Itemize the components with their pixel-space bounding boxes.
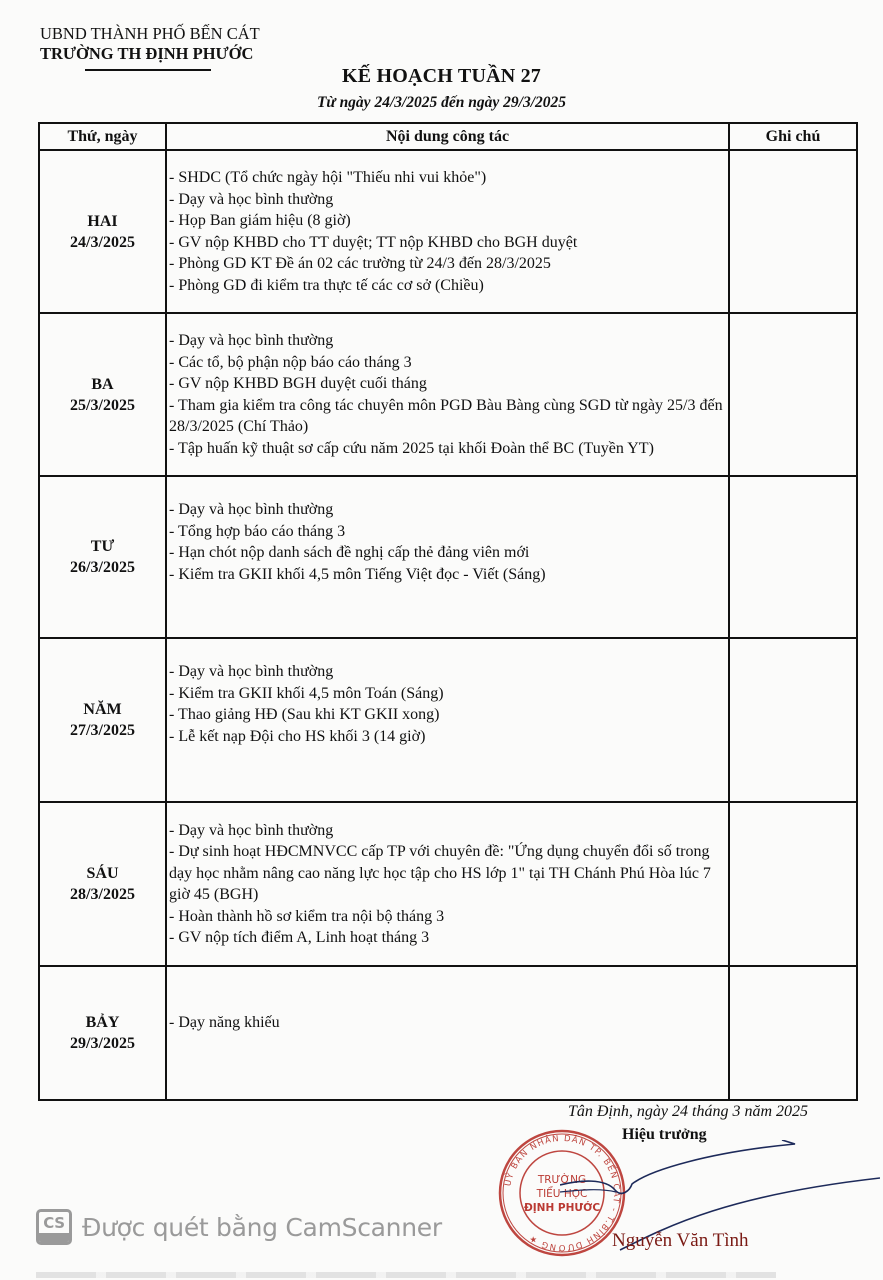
task-item: - Các tổ, bộ phận nộp báo cáo tháng 3 xyxy=(169,353,412,371)
table-header-row xyxy=(39,123,857,150)
day-cell xyxy=(39,150,166,313)
task-item: - Dạy và học bình thường xyxy=(169,501,334,518)
watermark-text: Được quét bằng CamScanner xyxy=(82,1212,442,1242)
weekday: TƯ xyxy=(90,538,115,555)
camscanner-watermark xyxy=(36,1209,442,1245)
day-cell xyxy=(39,966,166,1100)
content-cell xyxy=(166,802,729,966)
content-cell xyxy=(166,313,729,476)
content-cell xyxy=(166,966,729,1100)
date: 28/3/2025 xyxy=(70,886,135,903)
day-cell xyxy=(39,638,166,802)
weekday: BA xyxy=(91,375,114,393)
task-item: - Dạy và học bình thường xyxy=(169,190,334,208)
signer-role: Hiệu trưởng xyxy=(622,1126,707,1143)
task-item: - Dạy và học bình thường xyxy=(169,663,334,680)
task-item: - GV nộp KHBD BGH duyệt cuối tháng xyxy=(169,375,427,392)
column-header-note: Ghi chú xyxy=(729,123,857,150)
place-and-date: Tân Định, ngày 24 tháng 3 năm 2025 xyxy=(568,1103,808,1120)
column-header-content: Nội dung công tác xyxy=(166,123,729,150)
task-item: - Phòng GD KT Đề án 02 các trường từ 24/3 đến 28/3/2025 xyxy=(169,255,551,272)
scan-edge-artifact xyxy=(36,1272,776,1278)
task-item: - Phòng GD đi kiểm tra thực tế các cơ sở (Chiều) xyxy=(169,276,484,294)
signature-block xyxy=(0,1100,883,1280)
table-row xyxy=(39,476,857,638)
task-item: - Dạy và học bình thường xyxy=(169,332,334,349)
task-item: - Lễ kết nạp Đội cho HS khối 3 (14 giờ) xyxy=(169,727,426,745)
svg-text:ĐỊNH PHƯỚC: ĐỊNH PHƯỚC xyxy=(523,1202,601,1214)
weekly-plan-table xyxy=(38,122,858,1101)
content-cell xyxy=(166,476,729,638)
task-item: - Hạn chót nộp danh sách đề nghị cấp thẻ đảng viên mới xyxy=(169,544,530,561)
date: 26/3/2025 xyxy=(70,559,135,576)
date: 29/3/2025 xyxy=(70,1035,135,1052)
note-cell xyxy=(729,476,857,638)
table-row xyxy=(39,966,857,1100)
table-row xyxy=(39,150,857,313)
task-item: - Kiểm tra GKII khối 4,5 môn Tiếng Việt đọc - Viết (Sáng) xyxy=(169,565,546,583)
task-item: - GV nộp KHBD cho TT duyệt; TT nộp KHBD cho BGH duyệt xyxy=(169,233,578,251)
task-item: - SHDC (Tổ chức ngày hội "Thiếu nhi vui khỏe") xyxy=(169,169,487,186)
column-header-day: Thứ, ngày xyxy=(39,123,166,150)
day-cell xyxy=(39,313,166,476)
task-item: - Dự sinh hoạt HĐCMNVCC cấp TP với chuyên đề: "Ứng dụng chuyển đổi số trong dạy học nhằm nâng cao năng lực học tập cho HS lớp 1" tại TH Chánh Phú Hòa lúc 7 giờ 45 (BGH) xyxy=(169,843,711,903)
note-cell xyxy=(729,802,857,966)
task-item: - Kiểm tra GKII khối 4,5 môn Toán (Sáng) xyxy=(169,684,444,702)
task-item: - Dạy năng khiếu xyxy=(169,1014,280,1031)
signer-name: Nguyễn Văn Tình xyxy=(612,1230,749,1251)
table-row xyxy=(39,313,857,476)
date-range: Từ ngày 24/3/2025 đến ngày 29/3/2025 xyxy=(316,94,567,111)
svg-text:UỶ BAN NHÂN DÂN TP. BẾN CÁT -: UỶ BAN NHÂN DÂN TP. BẾN CÁT - T.BÌNH DƯƠNG ★ xyxy=(503,1133,622,1253)
task-item: - GV nộp tích điểm A, Linh hoạt tháng 3 xyxy=(169,929,430,946)
task-item: - Tập huấn kỹ thuật sơ cấp cứu năm 2025 tại khối Đoàn thể BC (Tuyền YT) xyxy=(169,439,654,457)
date: 27/3/2025 xyxy=(70,722,135,739)
svg-text:TRƯỜNG: TRƯỜNG xyxy=(537,1174,587,1186)
date: 24/3/2025 xyxy=(70,233,135,251)
note-cell xyxy=(729,638,857,802)
school-name: TRƯỜNG TH ĐỊNH PHƯỚC xyxy=(40,44,254,63)
task-item: - Tham gia kiểm tra công tác chuyên môn PGD Bàu Bàng cùng SGD từ ngày 25/3 đến 28/3/2025 (Chí Thảo) xyxy=(169,396,723,435)
task-item: - Tổng hợp báo cáo tháng 3 xyxy=(169,522,346,540)
svg-text:TIỂU HỌC: TIỂU HỌC xyxy=(536,1188,588,1200)
weekday: NĂM xyxy=(83,701,122,718)
note-cell xyxy=(729,313,857,476)
task-item: - Thao giảng HĐ (Sau khi KT GKII xong) xyxy=(169,706,440,723)
table-row xyxy=(39,638,857,802)
page-title: KẾ HOẠCH TUẦN 27 xyxy=(342,65,541,87)
day-cell xyxy=(39,802,166,966)
date: 25/3/2025 xyxy=(70,396,135,414)
weekday: BẢY xyxy=(85,1014,120,1031)
note-cell xyxy=(729,966,857,1100)
note-cell xyxy=(729,150,857,313)
weekday: SÁU xyxy=(86,865,119,882)
table-row xyxy=(39,802,857,966)
task-item: - Họp Ban giám hiệu (8 giờ) xyxy=(169,212,351,229)
content-cell xyxy=(166,150,729,313)
task-item: - Dạy và học bình thường xyxy=(169,821,334,839)
task-item: - Hoàn thành hồ sơ kiểm tra nội bộ tháng 3 xyxy=(169,907,445,925)
issuing-authority xyxy=(40,24,260,64)
day-cell xyxy=(39,476,166,638)
org-name: UBND THÀNH PHỐ BẾN CÁT xyxy=(40,24,260,43)
camscanner-logo-icon: CS xyxy=(36,1209,72,1245)
content-cell xyxy=(166,638,729,802)
weekday: HAI xyxy=(87,212,118,230)
